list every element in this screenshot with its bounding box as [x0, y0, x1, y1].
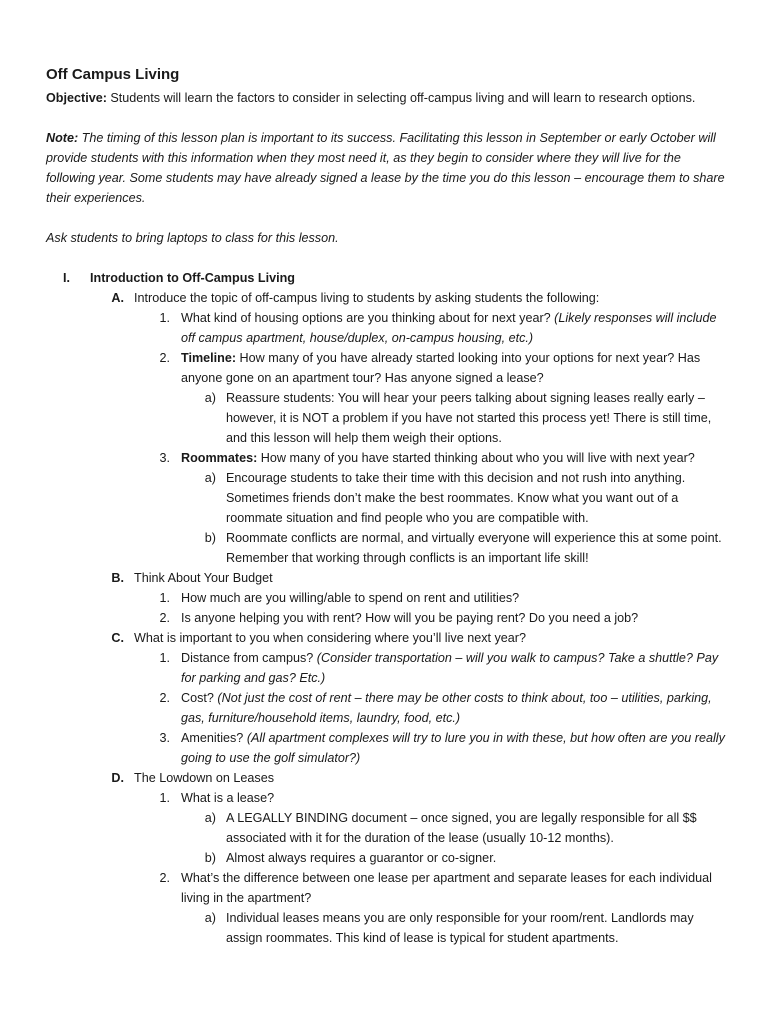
- section-title: Introduction to Off-Campus Living: [90, 271, 295, 285]
- objective-label: Objective:: [46, 91, 107, 105]
- outline-item-D1: [46, 788, 726, 808]
- outline-text: [181, 448, 726, 468]
- note-label: Note:: [46, 131, 79, 145]
- objective-text: Students will learn the factors to consider in selecting off-campus living and will learn to research options.: [106, 91, 696, 105]
- note-paragraph: [46, 128, 726, 208]
- outline-marker: a): [204, 811, 216, 825]
- item-note: (All apartment complexes will try to lure you in with these, but how often are you really going to use the golf simulator?): [181, 731, 725, 765]
- outline-item-A2a: [46, 388, 726, 448]
- item-text: How many of you have started thinking about who you will live with next year?: [257, 451, 695, 465]
- outline-marker: 2.: [159, 351, 170, 365]
- item-note: (Not just the cost of rent – there may be other costs to think about, too – utilities, parking, gas, furniture/household items, laundry, food, etc.): [181, 691, 712, 725]
- outline-marker: 3.: [159, 451, 170, 465]
- outline-item-D2: [46, 868, 726, 908]
- outline-marker: a): [204, 471, 216, 485]
- outline-text: The Lowdown on Leases: [134, 771, 275, 785]
- outline-item-C: [46, 628, 726, 648]
- outline-marker: b): [204, 851, 216, 865]
- outline-text: How much are you willing/able to spend on rent and utilities?: [181, 591, 520, 605]
- outline-text: Almost always requires a guarantor or co-signer.: [226, 851, 497, 865]
- outline-text: Think About Your Budget: [134, 571, 273, 585]
- outline-item-D: [46, 768, 726, 788]
- document-page: [46, 64, 726, 948]
- outline-marker: 2.: [159, 611, 170, 625]
- outline-item-C2: [46, 688, 726, 728]
- outline-text: [181, 308, 726, 348]
- outline-text: Is anyone helping you with rent? How will you be paying rent? Do you need a job?: [181, 611, 639, 625]
- outline-text: Individual leases means you are only responsible for your room/rent. Landlords may assign roommates. This kind of lease is typical for student apartments.: [226, 911, 694, 945]
- outline-item-A2: [46, 348, 726, 388]
- item-text: Distance from campus?: [181, 651, 317, 665]
- outline-marker: b): [204, 531, 216, 545]
- outline-marker: I.: [63, 271, 70, 285]
- outline-item-B: [46, 568, 726, 588]
- outline-text: What is important to you when considering where you’ll live next year?: [134, 631, 526, 645]
- item-label: Roommates:: [181, 451, 258, 465]
- outline-item-C1: [46, 648, 726, 688]
- outline-item-A3: [46, 448, 726, 468]
- outline-text: [181, 688, 726, 728]
- outline-text: What is a lease?: [181, 791, 275, 805]
- outline-text: Reassure students: You will hear your peers talking about signing leases really early – however, it is NOT a problem if you have not started this process yet! There is still time, and this lesson will help them weigh their options.: [226, 391, 712, 445]
- outline-marker: D.: [111, 771, 124, 785]
- outline-marker: 1.: [159, 591, 170, 605]
- outline-text: Encourage students to take their time with this decision and not rush into anything. Sometimes friends don’t make the best roommates. Know what you want out of a roommate situation and find people who you are compatible with.: [226, 471, 686, 525]
- outline-marker: 1.: [159, 651, 170, 665]
- outline-marker: C.: [111, 631, 124, 645]
- spacer: [46, 248, 726, 268]
- outline-marker: 2.: [159, 871, 170, 885]
- outline-text: Roommate conflicts are normal, and virtually everyone will experience this at some point. Remember that working through conflicts is an important life skill!: [226, 531, 722, 565]
- laptops-paragraph: Ask students to bring laptops to class for this lesson.: [46, 231, 339, 245]
- outline-item-A3a: [46, 468, 726, 528]
- outline-marker: a): [204, 391, 216, 405]
- outline-item-D1b: [46, 848, 726, 868]
- item-note: (Likely responses will include off campus apartment, house/duplex, on-campus housing, etc.): [181, 311, 717, 345]
- outline-text: Introduce the topic of off-campus living to students by asking students the following:: [134, 291, 600, 305]
- outline-text: What’s the difference between one lease per apartment and separate leases for each individual living in the apartment?: [181, 871, 712, 905]
- outline-item-B2: [46, 608, 726, 628]
- outline-marker: 2.: [159, 691, 170, 705]
- outline-marker: A.: [111, 291, 124, 305]
- item-text: Cost?: [181, 691, 218, 705]
- outline-item-C3: [46, 728, 726, 768]
- outline-item-A: [46, 288, 726, 308]
- outline-text: [181, 648, 726, 688]
- outline-marker: B.: [111, 571, 124, 585]
- outline-text: [181, 728, 726, 768]
- spacer: [46, 208, 726, 228]
- item-text: Amenities?: [181, 731, 247, 745]
- note-text: The timing of this lesson plan is important to its success. Facilitating this lesson in September or early October will provide students with this information when they most need it, as they begin to consider where they will live for the following year. Some students may have already signed a lease by the time you do this lesson – encourage them to share their experiences.: [46, 131, 725, 205]
- page-title: Off Campus Living: [46, 66, 180, 83]
- item-text: What kind of housing options are you thinking about for next year?: [181, 311, 555, 325]
- outline-marker: 1.: [159, 791, 170, 805]
- item-label: Timeline:: [181, 351, 237, 365]
- outline-section-1: [46, 268, 726, 288]
- spacer: [46, 108, 726, 128]
- outline-item-D1a: [46, 808, 726, 848]
- outline-item-B1: [46, 588, 726, 608]
- outline-item-A3b: [46, 528, 726, 568]
- item-note: (Consider transportation – will you walk to campus? Take a shuttle? Pay for parking and gas? Etc.): [181, 651, 719, 685]
- outline-text: A LEGALLY BINDING document – once signed, you are legally responsible for all $$ associated with it for the duration of the lease (usually 10-12 months).: [226, 811, 697, 845]
- item-text: How many of you have already started looking into your options for next year? Has anyone gone on an apartment tour? Has anyone signed a lease?: [181, 351, 701, 385]
- outline-item-A1: [46, 308, 726, 348]
- outline-marker: 3.: [159, 731, 170, 745]
- objective-paragraph: [46, 88, 726, 108]
- outline-marker: a): [204, 911, 216, 925]
- outline-text: [181, 348, 726, 388]
- outline-item-D2a: [46, 908, 726, 948]
- outline-marker: 1.: [159, 311, 170, 325]
